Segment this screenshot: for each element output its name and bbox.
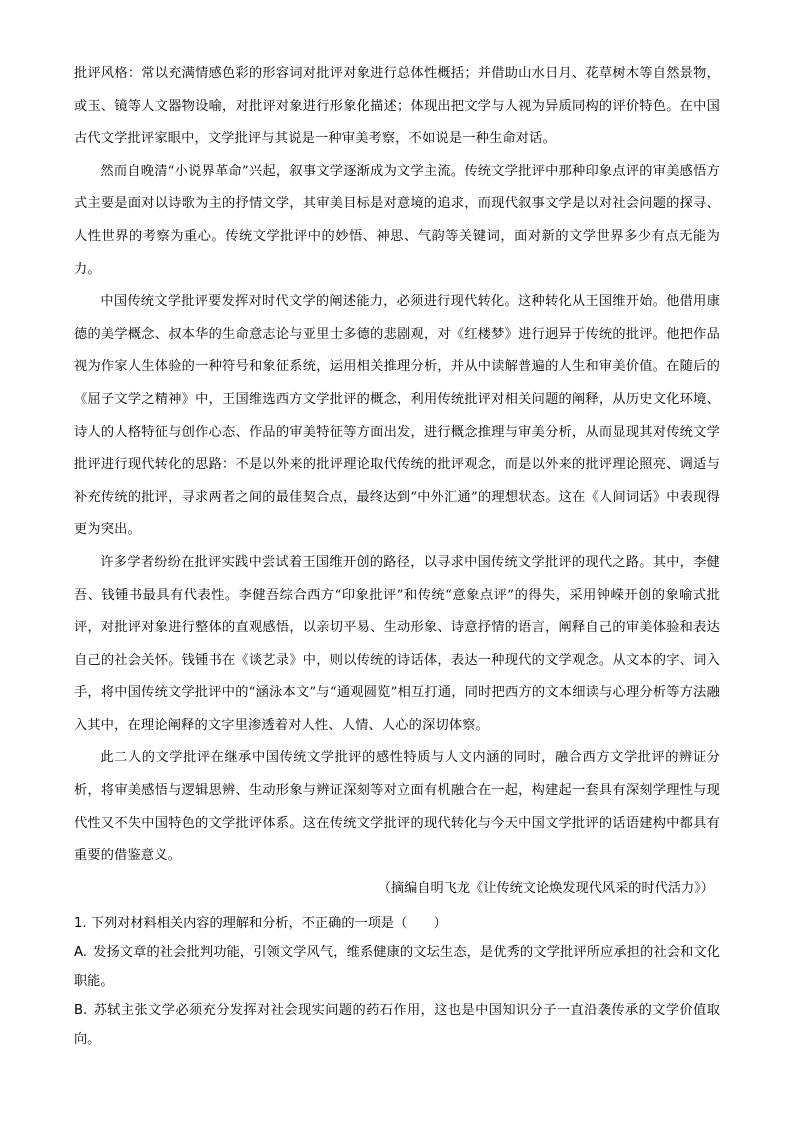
document-content bbox=[74, 58, 720, 1054]
option-text: 苏轼主张文学必须充分发挥对社会现实问题的药石作用，这也是中国知识分子一直沿袭传承的文学价值取向。 bbox=[74, 1003, 720, 1048]
passage-source: （摘编自明飞龙《让传统文论焕发现代风采的时代活力》） bbox=[377, 880, 714, 896]
question-1-stem: 1. 下列对材料相关内容的理解和分析，不正确的一项是（ ） bbox=[74, 916, 447, 932]
question-1-option-a[interactable] bbox=[74, 938, 720, 996]
passage-paragraph-1: 批评风格：常以充满情感色彩的形容词对批评对象进行总体性概括；并借助山水日月、花草树木等自然景物，或玉、镜等人文器物设喻，对批评对象进行形象化描述；体现出把文学与人视为异质同构的评价特色。在中国古代文学批评家眼中，文学批评与其说是一种审美考察，不如说是一种生命对话。 bbox=[74, 66, 720, 147]
option-letter: B. bbox=[74, 1003, 88, 1019]
option-text: 发扬文章的社会批判功能，引领文学风气，维系健康的文坛生态，是优秀的文学批评所应承担的社会和文化职能。 bbox=[74, 945, 720, 990]
passage-paragraph-2: 然而自晚清“小说界革命”兴起，叙事文学逐渐成为文学主流。传统文学批评中那种印象点评的审美感悟方式主要是面对以诗歌为主的抒情文学，其审美目标是对意境的追求，而现代叙事文学是以对社会问题的探寻、人性世界的考察为重心。传统文学批评中的妙悟、神思、气韵等关键词，面对新的文学世界多少有点无能为力。 bbox=[74, 163, 720, 277]
passage-paragraph-3: 中国传统文学批评要发挥对时代文学的阐述能力，必须进行现代转化。这种转化从王国维开始。他借用康德的美学概念、叔本华的生命意志论与亚里士多德的悲剧观，对《红楼梦》进行迥异于传统的批评。他把作品视为作家人生体验的一种符号和象征系统，运用相关推理分析，并从中读解普遍的人生和审美价值。在随后的《屈子文学之精神》中，王国维选西方文学批评的概念，利用传统批评对相关问题的阐释，从历史文化环境、诗人的人格特征与创作心态、作品的审美特征等方面出发，进行概念推理与审美分析，从而显现其对传统文学批评进行现代转化的思路：不是以外来的批评理论取代传统的批评观念，而是以外来的批评理论照亮、调适与补充传统的批评，寻求两者之间的最佳契合点，最终达到“中外汇通”的理想状态。这在《人间词话》中表现得更为突出。 bbox=[74, 294, 720, 538]
passage-paragraph-5: 此二人的文学批评在继承中国传统文学批评的感性特质与人文内涵的同时，融合西方文学批评的辨证分析，将审美感悟与逻辑思辨、生动形象与辨证深刻等对立面有机融合在一起，构建起一套具有深刻学理性与现代性又不失中国特色的文学批评体系。这在传统文学批评的现代转化与今天中国文学批评的话语建构中都具有重要的借鉴意义。 bbox=[74, 750, 720, 864]
option-letter: A. bbox=[74, 945, 87, 961]
passage-paragraph-4: 许多学者纷纷在批评实践中尝试着王国维开创的路径，以寻求中国传统文学批评的现代之路。其中，李健吾、钱锺书最具有代表性。李健吾综合西方“印象批评”和传统“意象点评”的得失，采用钟嵘开创的象喻式批评，对批评对象进行整体的直观感悟，以亲切平易、生动形象、诗意抒情的语言，阐释自己的审美体验和表达自己的社会关怀。钱锺书在《谈艺录》中，则以传统的诗话体，表达一种现代的文学观念。从文本的字、词入手，将中国传统文学批评中的“涵泳本文”与“通观圆览”相互打通，同时把西方的文本细读与心理分析等方法融入其中，在理论阐释的文字里渗透着对人性、人情、人心的深切体察。 bbox=[74, 554, 720, 733]
question-section bbox=[74, 909, 720, 1054]
question-1-option-b[interactable] bbox=[74, 996, 720, 1054]
reading-passage bbox=[74, 58, 720, 905]
